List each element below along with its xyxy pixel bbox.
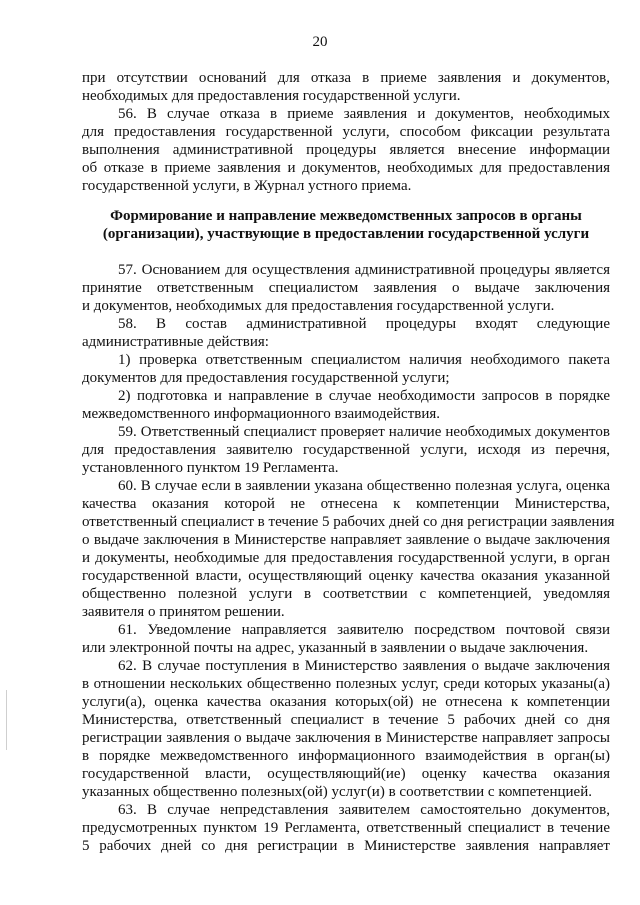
paragraph-line: указанных общественно полезных(ой) услуг(и) в соответствии с компетенцией.: [82, 784, 592, 800]
paragraph-line: для предоставления заявителю государственной услуги, исходя из перечня,: [82, 442, 610, 458]
paragraph-line: 60. В случае если в заявлении указана общественно полезная услуга, оценка: [118, 478, 610, 494]
paragraph-line: выполнения административной процедуры является внесение информации: [82, 142, 610, 158]
paragraph-line: и документов, необходимых для предоставления государственной услуги.: [82, 298, 555, 314]
paragraph-line: 1) проверка ответственным специалистом наличия необходимого пакета: [118, 352, 610, 368]
paragraph-line: или электронной почты на адрес, указанный в заявлении о выдаче заключения.: [82, 640, 589, 656]
paragraph-line: 59. Ответственный специалист проверяет наличие необходимых документов: [118, 424, 610, 440]
paragraph-line: общественно полезной услуги в соответствии с компетенцией, уведомляя: [82, 586, 610, 602]
paragraph-line: Министерства, ответственный специалист в течение 5 рабочих дней со дня: [82, 712, 610, 728]
paragraph-line: регистрации заявления о выдаче заключения в Министерстве направляет запросы: [82, 730, 610, 746]
paragraph-line: для предоставления государственной услуги, способом фиксации результата: [82, 124, 610, 140]
paragraph-line: 61. Уведомление направляется заявителю посредством почтовой связи: [118, 622, 610, 638]
paragraph-line: заявителя о принятом решении.: [82, 604, 285, 620]
paragraph-line: необходимых для предоставления государственной услуги.: [82, 88, 461, 104]
paragraph-line: качества оказания которой не отнесена к компетенции Министерства,: [82, 496, 610, 512]
paragraph-line: административные действия:: [82, 334, 269, 350]
paragraph-line: 63. В случае непредставления заявителем самостоятельно документов,: [118, 802, 610, 818]
paragraph-line: государственной власти, осуществляющий(ие) оценку качества оказания: [82, 766, 610, 782]
paragraph-line: в порядке межведомственного информационного взаимодействия в орган(ы): [82, 748, 610, 764]
paragraph-line: 56. В случае отказа в приеме заявления и документов, необходимых: [118, 106, 610, 122]
paragraph-line: и документы, необходимые для предоставления государственной услуги, в орган: [82, 550, 610, 566]
paragraph-line: предусмотренных пунктом 19 Регламента, ответственный специалист в течение: [82, 820, 610, 836]
paragraph-line: межведомственного информационного взаимодействия.: [82, 406, 441, 422]
paragraph-line: 62. В случае поступления в Министерство заявления о выдаче заключения: [118, 658, 610, 674]
page-number: 20: [312, 34, 328, 50]
section-heading-line: (организации), участвующие в предоставлении государственной услуги: [102, 226, 590, 242]
paragraph-line: принятие ответственным специалистом заявления о выдаче заключения: [82, 280, 610, 296]
section-heading-line: Формирование и направление межведомственных запросов в органы: [110, 208, 582, 224]
paragraph-line: 58. В состав административной процедуры входят следующие: [118, 316, 610, 332]
paragraph-line: государственной власти, осуществляющий оценку качества оказания указанной: [82, 568, 610, 584]
paragraph-line: об отказе в приеме заявления и документов, необходимых для предоставления: [82, 160, 610, 176]
paragraph-line: ответственный специалист в течение 5 рабочих дней со дня регистрации заявления: [82, 514, 615, 530]
scan-edge-mark: [6, 690, 7, 750]
paragraph-line: услуги(а), оценка качества оказания которых(ой) не отнесена к компетенции: [82, 694, 610, 710]
paragraph-line: 57. Основанием для осуществления административной процедуры является: [118, 262, 610, 278]
paragraph-line: о выдаче заключения в Министерстве направляет заявление о выдаче заключения: [82, 532, 610, 548]
paragraph-line: 2) подготовка и направление в случае необходимости запросов в порядке: [118, 388, 610, 404]
paragraph-line: при отсутствии оснований для отказа в приеме заявления и документов,: [82, 70, 610, 86]
paragraph-line: в отношении нескольких общественно полезных услуг, среди которых указаны(а): [82, 676, 610, 692]
paragraph-line: государственной услуги, в Журнал устного приема.: [82, 178, 412, 194]
paragraph-line: 5 рабочих дней со дня регистрации в Министерстве заявления направляет: [82, 838, 610, 854]
paragraph-line: документов для предоставления государственной услуги;: [82, 370, 450, 386]
paragraph-line: установленного пунктом 19 Регламента.: [82, 460, 339, 476]
